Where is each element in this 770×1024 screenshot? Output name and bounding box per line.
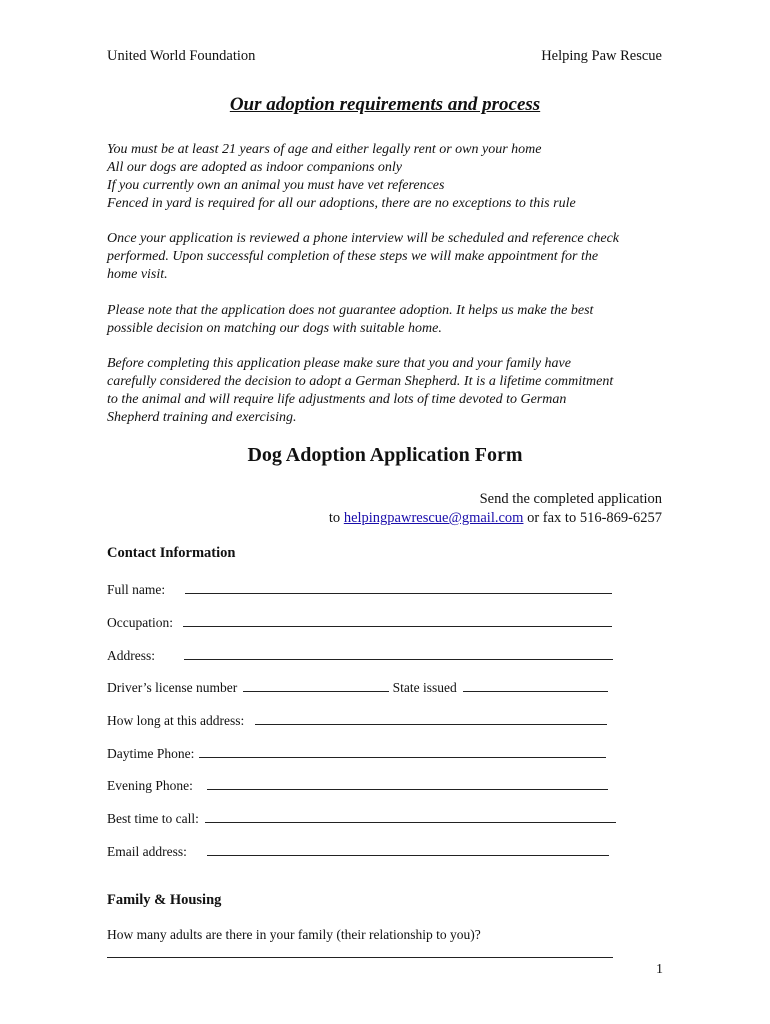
occupation-field[interactable]: [183, 614, 612, 627]
email-field[interactable]: [207, 843, 609, 856]
address-field[interactable]: [184, 647, 613, 660]
email-row: [107, 843, 609, 860]
contact-heading: Contact Information: [107, 545, 236, 561]
full-name-field[interactable]: [185, 581, 612, 594]
requirement-line: If you currently own an animal you must have vet references: [107, 178, 445, 193]
fax-text: or fax to 516-869-6257: [523, 510, 662, 526]
guarantee-paragraph: [107, 302, 593, 338]
full-name-row: [107, 581, 612, 598]
email-label: Email address:: [107, 844, 187, 859]
how-long-field[interactable]: [255, 712, 607, 725]
family-heading: Family & Housing: [107, 892, 222, 908]
email-link[interactable]: helpingpawrescue@gmail.com: [343, 510, 524, 526]
occupation-label: Occupation:: [107, 615, 173, 630]
how-long-label: How long at this address:: [107, 713, 245, 728]
paragraph-line: Please note that the application does not guarantee adoption. It helps us make the best: [107, 303, 594, 318]
daytime-phone-field[interactable]: [199, 745, 606, 758]
header-right: Helping Paw Rescue: [541, 48, 662, 64]
page-number: 1: [656, 962, 663, 977]
header-left: United World Foundation: [107, 48, 256, 64]
process-paragraph: [107, 230, 619, 284]
occupation-row: [107, 614, 612, 631]
requirement-line: Fenced in yard is required for all our adoptions, there are no exceptions to this rule: [107, 196, 576, 211]
paragraph-line: Once your application is reviewed a phone interview will be scheduled and reference check: [107, 231, 620, 246]
requirements-list: [107, 141, 576, 213]
paragraph-line: home visit.: [107, 267, 168, 282]
send-instructions: Send the completed application: [479, 491, 662, 507]
full-name-label: Full name:: [107, 582, 166, 597]
state-label: State issued: [392, 680, 457, 695]
how-long-row: [107, 712, 607, 729]
license-label: Driver’s license number: [107, 680, 238, 695]
daytime-phone-label: Daytime Phone:: [107, 746, 195, 761]
license-field[interactable]: [243, 679, 389, 692]
requirements-title: Our adoption requirements and process: [229, 94, 541, 115]
form-title: Dog Adoption Application Form: [247, 444, 523, 466]
license-row: [107, 679, 608, 696]
evening-phone-label: Evening Phone:: [107, 778, 193, 793]
address-row: [107, 647, 613, 664]
paragraph-line: Shepherd training and exercising.: [107, 410, 297, 425]
commitment-paragraph: [107, 355, 613, 427]
paragraph-line: Before completing this application please make sure that you and your family have: [107, 356, 571, 371]
send-to-text: to: [328, 510, 344, 526]
evening-phone-row: [107, 777, 608, 794]
state-field[interactable]: [463, 679, 608, 692]
best-time-row: [107, 810, 616, 827]
paragraph-line: performed. Upon successful completion of these steps we will make appointment for the: [107, 249, 599, 264]
adults-question: How many adults are there in your family (their relationship to you)?: [107, 927, 481, 942]
send-contact-line: [329, 510, 662, 527]
requirement-line: All our dogs are adopted as indoor companions only: [107, 160, 403, 175]
daytime-phone-row: [107, 745, 606, 762]
address-label: Address:: [107, 648, 155, 663]
paragraph-line: to the animal and will require life adjustments and lots of time devoted to German: [107, 392, 567, 407]
paragraph-line: carefully considered the decision to adopt a German Shepherd. It is a lifetime commitment: [107, 374, 614, 389]
adults-answer-field[interactable]: [107, 945, 613, 958]
evening-phone-field[interactable]: [207, 777, 608, 790]
requirement-line: You must be at least 21 years of age and either legally rent or own your home: [107, 142, 542, 157]
best-time-label: Best time to call:: [107, 811, 199, 826]
best-time-field[interactable]: [205, 810, 616, 823]
paragraph-line: possible decision on matching our dogs with suitable home.: [107, 321, 442, 336]
